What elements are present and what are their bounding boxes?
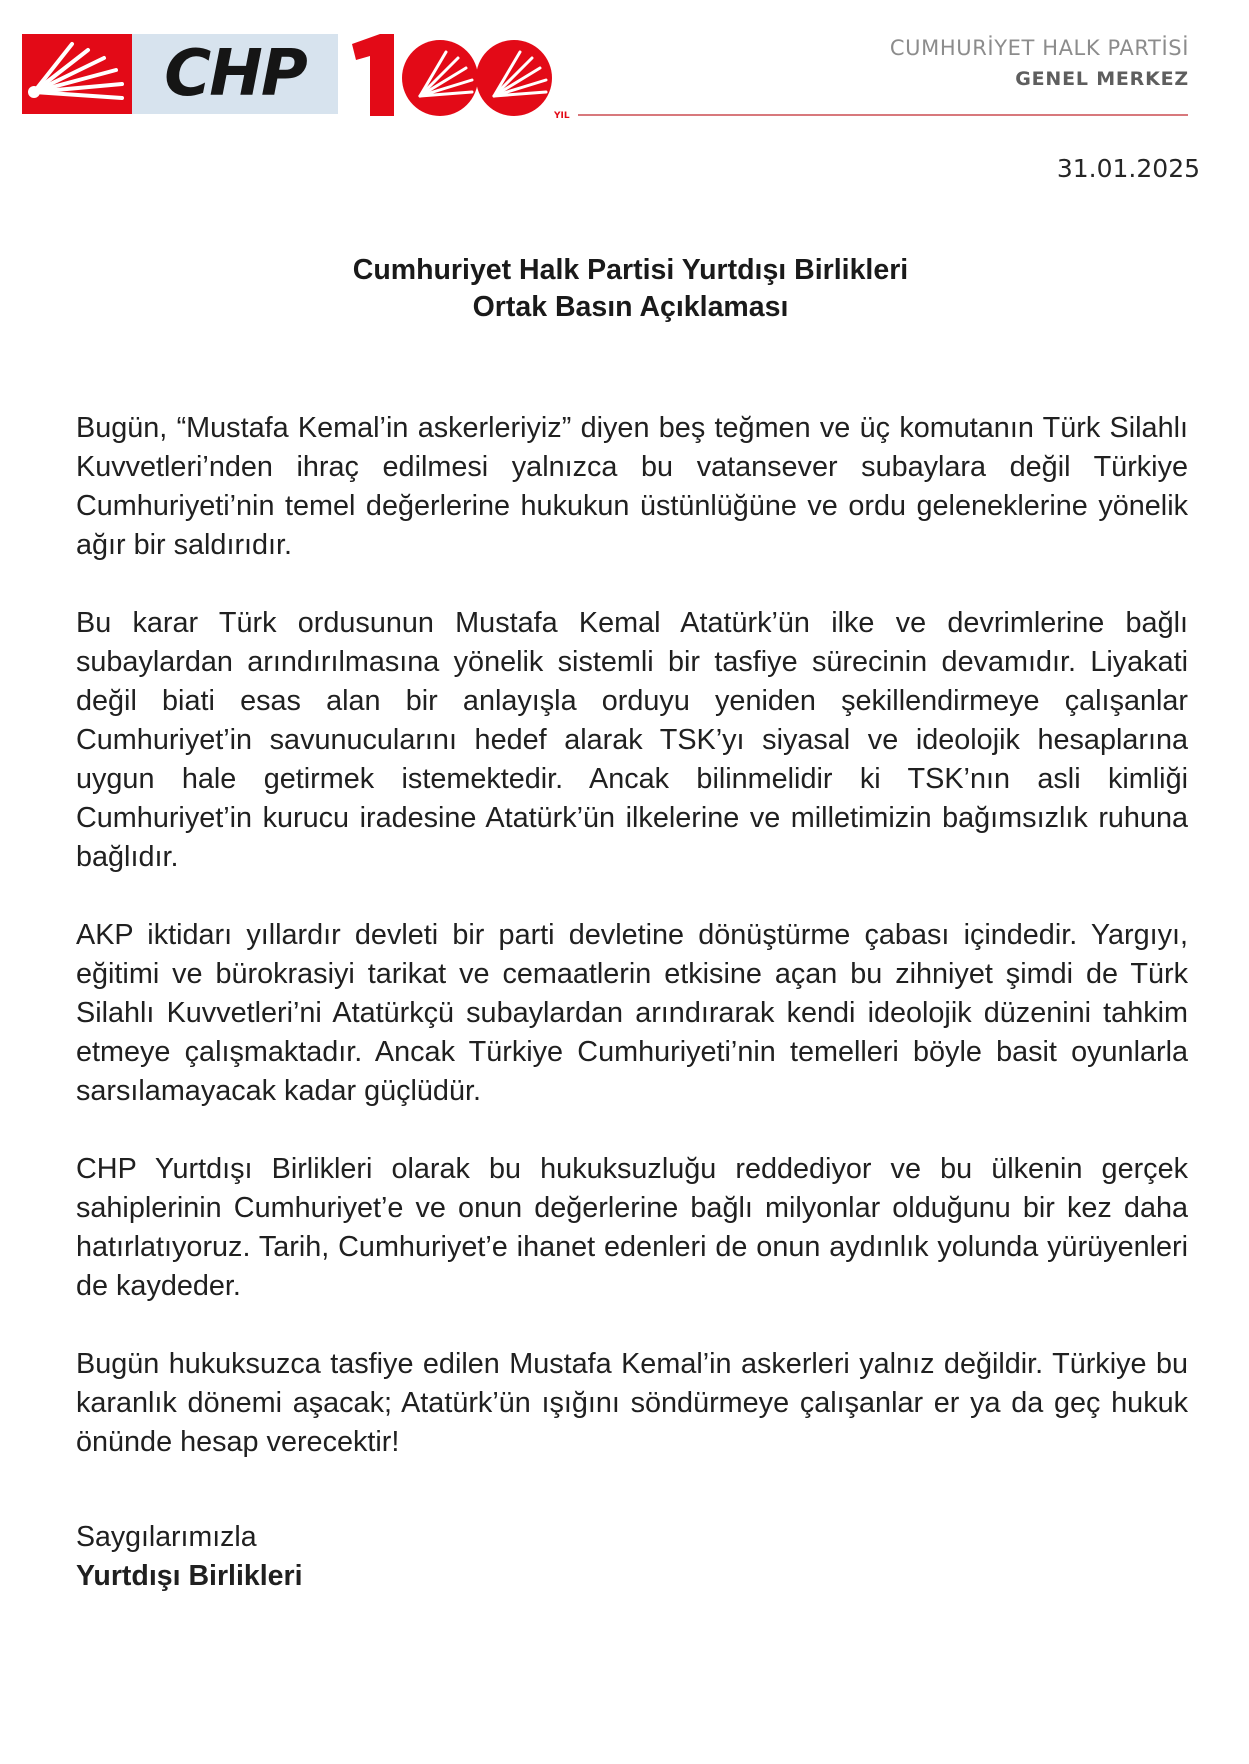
- header-divider: [578, 114, 1188, 116]
- paragraph: Bugün, “Mustafa Kemal’in askerleriyiz” diyen beş teğmen ve üç komutanın Türk Silahlı Kuvvetleri’nden ihraç edilmesi yalnızca bu vatansever subaylara değil Türkiye Cumhuriyeti’nin temel değerlerine hukukun üstünlüğüne ve ordu geleneklerine yönelik ağır bir saldırıdır.: [76, 412, 1188, 561]
- six-arrows-emblem-icon: [22, 34, 132, 114]
- statement-body: [76, 409, 1188, 1501]
- salutation: Saygılarımızla: [76, 1521, 257, 1553]
- letterhead: [0, 0, 1249, 130]
- paragraph: Bugün hukuksuzca tasfiye edilen Mustafa Kemal’in askerleri yalnız değildir. Türkiye bu karanlık dönemi aşacak; Atatürk’ün ışığını söndürmeye çalışanlar er ya da geç hukuk önünde hesap verecektir!: [76, 1348, 1188, 1458]
- chp-wordmark-text: CHP: [164, 37, 306, 111]
- paragraph: AKP iktidarı yıllardır devleti bir parti devletine dönüştürme çabası içindedir. Yargıyı, eğitimi ve bürokrasiyi tarikat ve cemaatlerin etkisine açan bu zihniyet şimdi de Türk Silahlı Kuvvetleri’ni Atatürkçü subaylardan arındırarak kendi ideolojik düzenini tahkim etmeye çalışmaktadır. Ancak Türkiye Cumhuriyeti’nin temelleri böyle basit oyunlarla sarsılamayacak kadar güçlüdür.: [76, 919, 1188, 1107]
- chp-100-logo: [22, 34, 578, 120]
- anniversary-suffix: YIL: [554, 111, 570, 121]
- anniversary-100-mark: [346, 30, 578, 122]
- signatory: Yurtdışı Birlikleri: [76, 1560, 303, 1592]
- document-title: [0, 252, 1249, 326]
- document-date: 31.01.2025: [1056, 154, 1200, 183]
- party-name: CUMHURİYET HALK PARTİSİ: [889, 36, 1189, 60]
- paragraph: CHP Yurtdışı Birlikleri olarak bu hukuksuzluğu reddediyor ve bu ülkenin gerçek sahiplerinin Cumhuriyet’e ve onun değerlerine bağlı milyonlar olduğunu bir kez daha hatırlatıyoruz. Tarih, Cumhuriyet’e ihanet edenleri de onun aydınlık yolunda yürüyenleri de kaydeder.: [76, 1153, 1188, 1302]
- chp-wordmark: [132, 34, 338, 114]
- closing-block: [76, 1518, 303, 1596]
- paragraph: Bu karar Türk ordusunun Mustafa Kemal Atatürk’ün ilke ve devrimlerine bağlı subaylardan arındırılmasına yönelik sistemli bir tasfiye sürecinin devamıdır. Liyakati değil biati esas alan bir anlayışla orduyu yeniden şekillendirmeye çalışanlar Cumhuriyet’in savunucularını hedef alarak TSK’yı siyasal ve ideolojik hesaplarına uygun hale getirmek istemektedir. Ancak bilinmelidir ki TSK’nın asli kimliği Cumhuriyet’in kurucu iradesine Atatürk’ün ilkelerine ve milletimizin bağımsızlık ruhuna bağlıdır.: [76, 607, 1188, 873]
- title-line-1: Cumhuriyet Halk Partisi Yurtdışı Birlikleri: [352, 254, 909, 286]
- headquarters-name: GENEL MERKEZ: [1015, 68, 1189, 90]
- title-line-2: Ortak Basın Açıklaması: [472, 291, 789, 323]
